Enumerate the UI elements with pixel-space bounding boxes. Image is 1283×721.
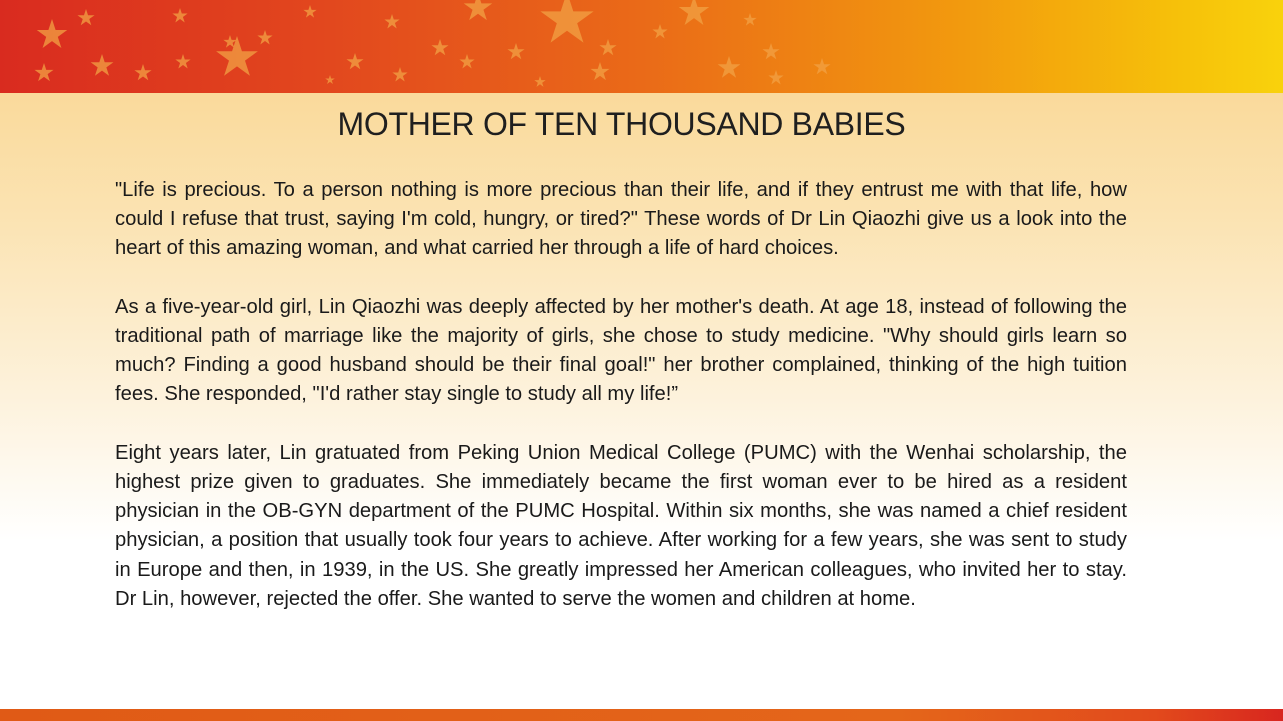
footer-bar <box>0 709 1283 721</box>
star-icon <box>34 0 830 87</box>
star-pattern <box>0 0 1283 93</box>
page-title: MOTHER OF TEN THOUSAND BABIES <box>337 106 906 142</box>
article-body <box>115 176 1127 643</box>
header-banner <box>0 0 1283 93</box>
paragraph: As a five-year-old girl, Lin Qiaozhi was deeply affected by her mother's death. At age 18, instead of following the traditional path of marriage like the majority of girls, she chose to study medicine. "Why should girls learn so much? Finding a good husband should be their final goal!" her brother complained, thinking of the high tuition fees. She responded, "I'd rather stay single to study all my life!” <box>115 295 1127 406</box>
paragraph: "Life is precious. To a person nothing is more precious than their life, and if they entrust me with that life, how could I refuse that trust, saying I'm cold, hungry, or tired?" These words of Dr Lin Qiaozhi give us a look into the heart of this amazing woman, and what carried her through a life of hard choices. <box>115 179 1127 260</box>
paragraph: Eight years later, Lin gratuated from Peking Union Medical College (PUMC) with the Wenhai scholarship, the highest prize given to graduates. She immediately became the first woman ever to be hired as a resident physician in the OB-GYN department of the PUMC Hospital. Within six months, she was named a chief resident physician, a position that usually took four years to achieve. After working for a few years, she was sent to study in Europe and then, in 1939, in the US. She greatly impressed her American colleagues, who invited her to stay. Dr Lin, however, rejected the offer. She wanted to serve the women and children at home. <box>115 441 1127 610</box>
